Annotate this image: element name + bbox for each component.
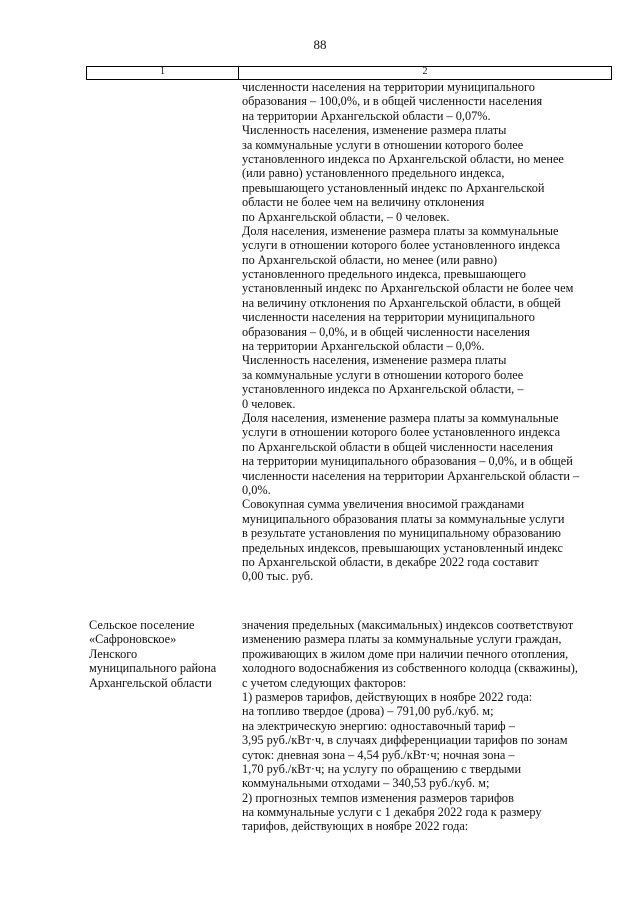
text-line: проживающих в жилом доме при наличии печного отопления,	[242, 646, 569, 661]
text-line: 0,00 тыс. руб.	[242, 569, 314, 584]
text-line: численности населения на территории муниципального	[242, 310, 535, 325]
text-line: превышающего установленный индекс по Архангельской	[242, 180, 545, 195]
text-line: в результате установления по муниципальному образованию	[242, 526, 561, 541]
text-line: 0,0%.	[242, 482, 271, 497]
text-line: образования – 0,0%, и в общей численности населения	[242, 324, 530, 339]
text-line: установленного предельного индекса, превышающего	[242, 267, 526, 282]
text-line: Сельское поселение	[89, 618, 195, 632]
text-line: на коммунальные услуги с 1 декабря 2022 года к размеру	[242, 805, 542, 820]
text-line: на величину отклонения по Архангельской области, в общей	[242, 295, 561, 310]
text-line: Доля населения, изменение размера платы за коммунальные	[242, 223, 559, 238]
page-number: 88	[313, 37, 327, 52]
text-line: муниципального района	[89, 661, 217, 676]
text-line: установленный индекс по Архангельской области не более чем	[242, 281, 574, 296]
text-line: установленного индекса по Архангельской области, –	[242, 382, 524, 397]
column-header-2: 2	[422, 66, 428, 77]
text-line: Ленского	[89, 646, 138, 661]
text-line: за коммунальные услуги в отношении которого более	[242, 367, 524, 382]
text-line: 3,95 руб./кВт·ч, в случаях дифференциации тарифов по зонам	[242, 733, 568, 748]
text-line: на топливо твердое (дрова) – 791,00 руб./куб. м;	[242, 704, 494, 719]
right-column-text-2	[242, 618, 578, 834]
text-line: за коммунальные услуги в отношении которого более	[242, 137, 524, 152]
text-line: области не более чем на величину отклонения	[242, 195, 485, 210]
text-line: на территории Архангельской области – 0,0%.	[242, 339, 485, 354]
text-line: услуги в отношении которого более установленного индекса	[242, 238, 561, 253]
text-line: тарифов, действующих в ноябре 2022 года:	[242, 819, 469, 834]
text-line: по Архангельской области, – 0 человек.	[242, 209, 450, 224]
text-line: 1,70 руб./кВт·ч; на услугу по обращению с твердыми	[242, 761, 522, 776]
text-line: на электрическую энергию: одноставочный тариф –	[242, 718, 515, 733]
text-line: «Сафроновское»	[89, 632, 177, 647]
text-line: Доля населения, изменение размера платы за коммунальные	[242, 410, 559, 425]
right-column-text-1	[242, 80, 579, 584]
text-line: Совокупная сумма увеличения вносимой гражданами	[242, 497, 525, 512]
text-line: установленного индекса по Архангельской области, но менее	[242, 151, 564, 166]
text-line: Численность населения, изменение размера платы	[242, 353, 507, 368]
text-line: услуги в отношении которого более установленного индекса	[242, 425, 561, 440]
text-line: 2) прогнозных темпов изменения размеров тарифов	[242, 790, 514, 805]
text-line: суток: дневная зона – 4,54 руб./кВт·ч; ночная зона –	[242, 747, 515, 762]
text-line: с учетом следующих факторов:	[242, 675, 407, 690]
text-line: по Архангельской области в общей численности населения	[242, 439, 554, 454]
text-line: Численность населения, изменение размера платы	[242, 123, 507, 138]
text-line: численности населения на территории Архангельской области –	[242, 468, 580, 483]
text-line: по Архангельской области, но менее (или равно)	[242, 252, 498, 267]
text-line: значения предельных (максимальных) индексов соответствуют	[242, 618, 574, 632]
text-line: на территории Архангельской области – 0,07%.	[242, 108, 491, 123]
text-line: (или равно) установленного предельного индекса,	[242, 166, 505, 181]
text-line: коммунальными отходами – 340,53 руб./куб. м;	[242, 776, 490, 791]
text-line: 0 человек.	[242, 396, 296, 411]
column-header-1: 1	[160, 66, 165, 77]
text-line: на территории муниципального образования – 0,0%, и в общей	[242, 454, 573, 469]
table-column-header	[86, 66, 612, 80]
text-line: холодного водоснабжения из собственного колодца (скважины),	[242, 661, 578, 676]
text-line: по Архангельской области, в декабре 2022 года составит	[242, 554, 539, 569]
text-line: Архангельской области	[89, 675, 212, 690]
text-line: муниципального образования платы за коммунальные услуги	[242, 511, 565, 526]
text-line: образования – 100,0%, и в общей численности населения	[242, 94, 543, 109]
text-line: предельных индексов, превышающих установленный индекс	[242, 540, 563, 555]
left-column-municipality	[89, 618, 216, 690]
text-line: численности населения на территории муниципального	[242, 80, 535, 94]
text-line: изменению размера платы за коммунальные услуги граждан,	[242, 632, 562, 647]
text-line: 1) размеров тарифов, действующих в ноябре 2022 года:	[242, 689, 533, 704]
